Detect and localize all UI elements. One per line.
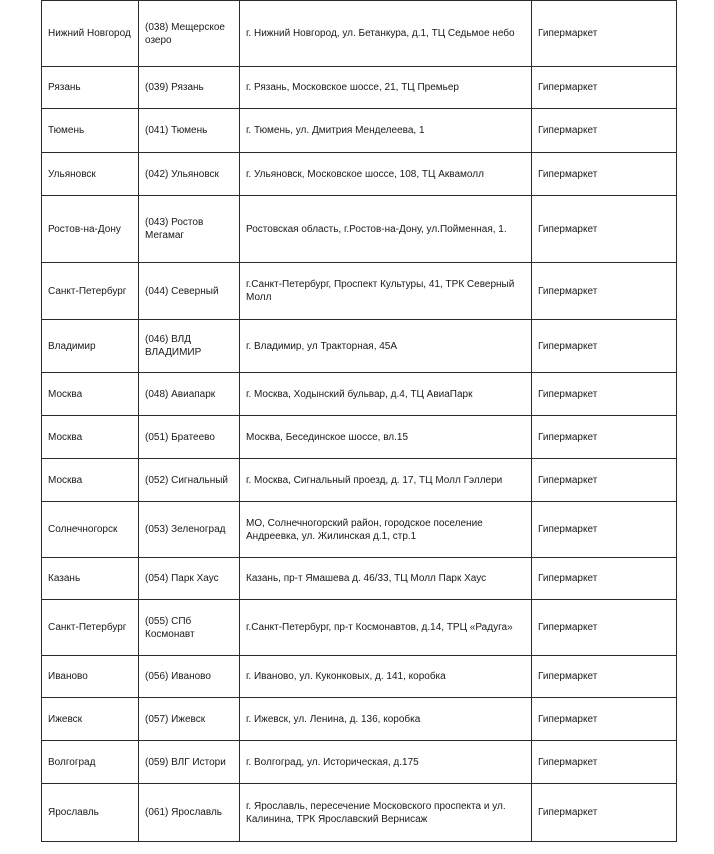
city-cell: Москва [42,459,139,502]
store-type-cell: Гипермаркет [532,416,677,459]
store-type-cell: Гипермаркет [532,196,677,263]
store-cell: (041) Тюмень [139,109,240,153]
address-cell: г. Иваново, ул. Куконковых, д. 141, коробка [240,656,532,698]
city-cell: Рязань [42,67,139,109]
address-cell: г. Нижний Новгород, ул. Бетанкура, д.1, ТЦ Седьмое небо [240,1,532,67]
address-cell: Москва, Бесединское шоссе, вл.15 [240,416,532,459]
store-cell: (039) Рязань [139,67,240,109]
address-cell: г. Ярославль, пересечение Московского проспекта и ул. Калинина, ТРК Ярославский Вернисаж [240,784,532,842]
store-type-cell: Гипермаркет [532,459,677,502]
address-cell: г. Волгоград, ул. Историческая, д.175 [240,741,532,784]
address-cell: г. Ижевск, ул. Ленина, д. 136, коробка [240,698,532,741]
store-type-cell: Гипермаркет [532,373,677,416]
address-cell: г.Санкт-Петербург, Проспект Культуры, 41, ТРК Северный Молл [240,263,532,320]
store-cell: (055) СПб Космонавт [139,600,240,656]
city-cell: Владимир [42,320,139,373]
city-cell: Иваново [42,656,139,698]
table-row [42,320,677,373]
table-row [42,459,677,502]
city-cell: Санкт-Петербург [42,263,139,320]
city-cell: Москва [42,373,139,416]
store-type-cell: Гипермаркет [532,263,677,320]
store-type-cell: Гипермаркет [532,558,677,600]
document-page [41,0,675,854]
store-type-cell: Гипермаркет [532,698,677,741]
store-type-cell: Гипермаркет [532,656,677,698]
store-type-cell: Гипермаркет [532,109,677,153]
store-type-cell: Гипермаркет [532,502,677,558]
store-cell: (057) Ижевск [139,698,240,741]
city-cell: Ростов-на-Дону [42,196,139,263]
store-cell: (048) Авиапарк [139,373,240,416]
store-type-cell: Гипермаркет [532,784,677,842]
table-row [42,698,677,741]
city-cell: Волгоград [42,741,139,784]
table-row [42,196,677,263]
store-type-cell: Гипермаркет [532,600,677,656]
table-row [42,784,677,842]
address-cell: г.Санкт-Петербург, пр-т Космонавтов, д.14, ТРЦ «Радуга» [240,600,532,656]
store-cell: (052) Сигнальный [139,459,240,502]
city-cell: Ижевск [42,698,139,741]
address-cell: МО, Солнечногорский район, городское поселение Андреевка, ул. Жилинская д.1, стр.1 [240,502,532,558]
table-row [42,558,677,600]
address-cell: г. Москва, Ходынский бульвар, д.4, ТЦ АвиаПарк [240,373,532,416]
stores-table [41,0,677,842]
store-cell: (043) Ростов Мегамаг [139,196,240,263]
address-cell: г. Москва, Сигнальный проезд, д. 17, ТЦ Молл Гэллери [240,459,532,502]
address-cell: г. Рязань, Московское шоссе, 21, ТЦ Премьер [240,67,532,109]
store-cell: (044) Северный [139,263,240,320]
address-cell: г. Ульяновск, Московское шоссе, 108, ТЦ Аквамолл [240,153,532,196]
table-row [42,373,677,416]
store-cell: (053) Зеленоград [139,502,240,558]
table-row [42,656,677,698]
store-cell: (051) Братеево [139,416,240,459]
table-row [42,263,677,320]
store-type-cell: Гипермаркет [532,320,677,373]
city-cell: Санкт-Петербург [42,600,139,656]
store-cell: (054) Парк Хаус [139,558,240,600]
table-row [42,416,677,459]
table-row [42,600,677,656]
city-cell: Москва [42,416,139,459]
address-cell: Казань, пр-т Ямашева д. 46/33, ТЦ Молл Парк Хаус [240,558,532,600]
city-cell: Ульяновск [42,153,139,196]
store-type-cell: Гипермаркет [532,67,677,109]
table-row [42,502,677,558]
address-cell: г. Владимир, ул Тракторная, 45А [240,320,532,373]
address-cell: Ростовская область, г.Ростов-на-Дону, ул.Пойменная, 1. [240,196,532,263]
store-cell: (059) ВЛГ Истори [139,741,240,784]
city-cell: Тюмень [42,109,139,153]
store-cell: (046) ВЛД ВЛАДИМИР [139,320,240,373]
store-cell: (038) Мещерское озеро [139,1,240,67]
table-row [42,741,677,784]
address-cell: г. Тюмень, ул. Дмитрия Менделеева, 1 [240,109,532,153]
store-cell: (042) Ульяновск [139,153,240,196]
table-row [42,109,677,153]
stores-table-body [42,1,677,842]
table-row [42,67,677,109]
city-cell: Казань [42,558,139,600]
city-cell: Нижний Новгород [42,1,139,67]
store-type-cell: Гипермаркет [532,153,677,196]
table-row [42,1,677,67]
store-type-cell: Гипермаркет [532,741,677,784]
store-type-cell: Гипермаркет [532,1,677,67]
city-cell: Ярославль [42,784,139,842]
store-cell: (061) Ярославль [139,784,240,842]
city-cell: Солнечногорск [42,502,139,558]
table-row [42,153,677,196]
store-cell: (056) Иваново [139,656,240,698]
